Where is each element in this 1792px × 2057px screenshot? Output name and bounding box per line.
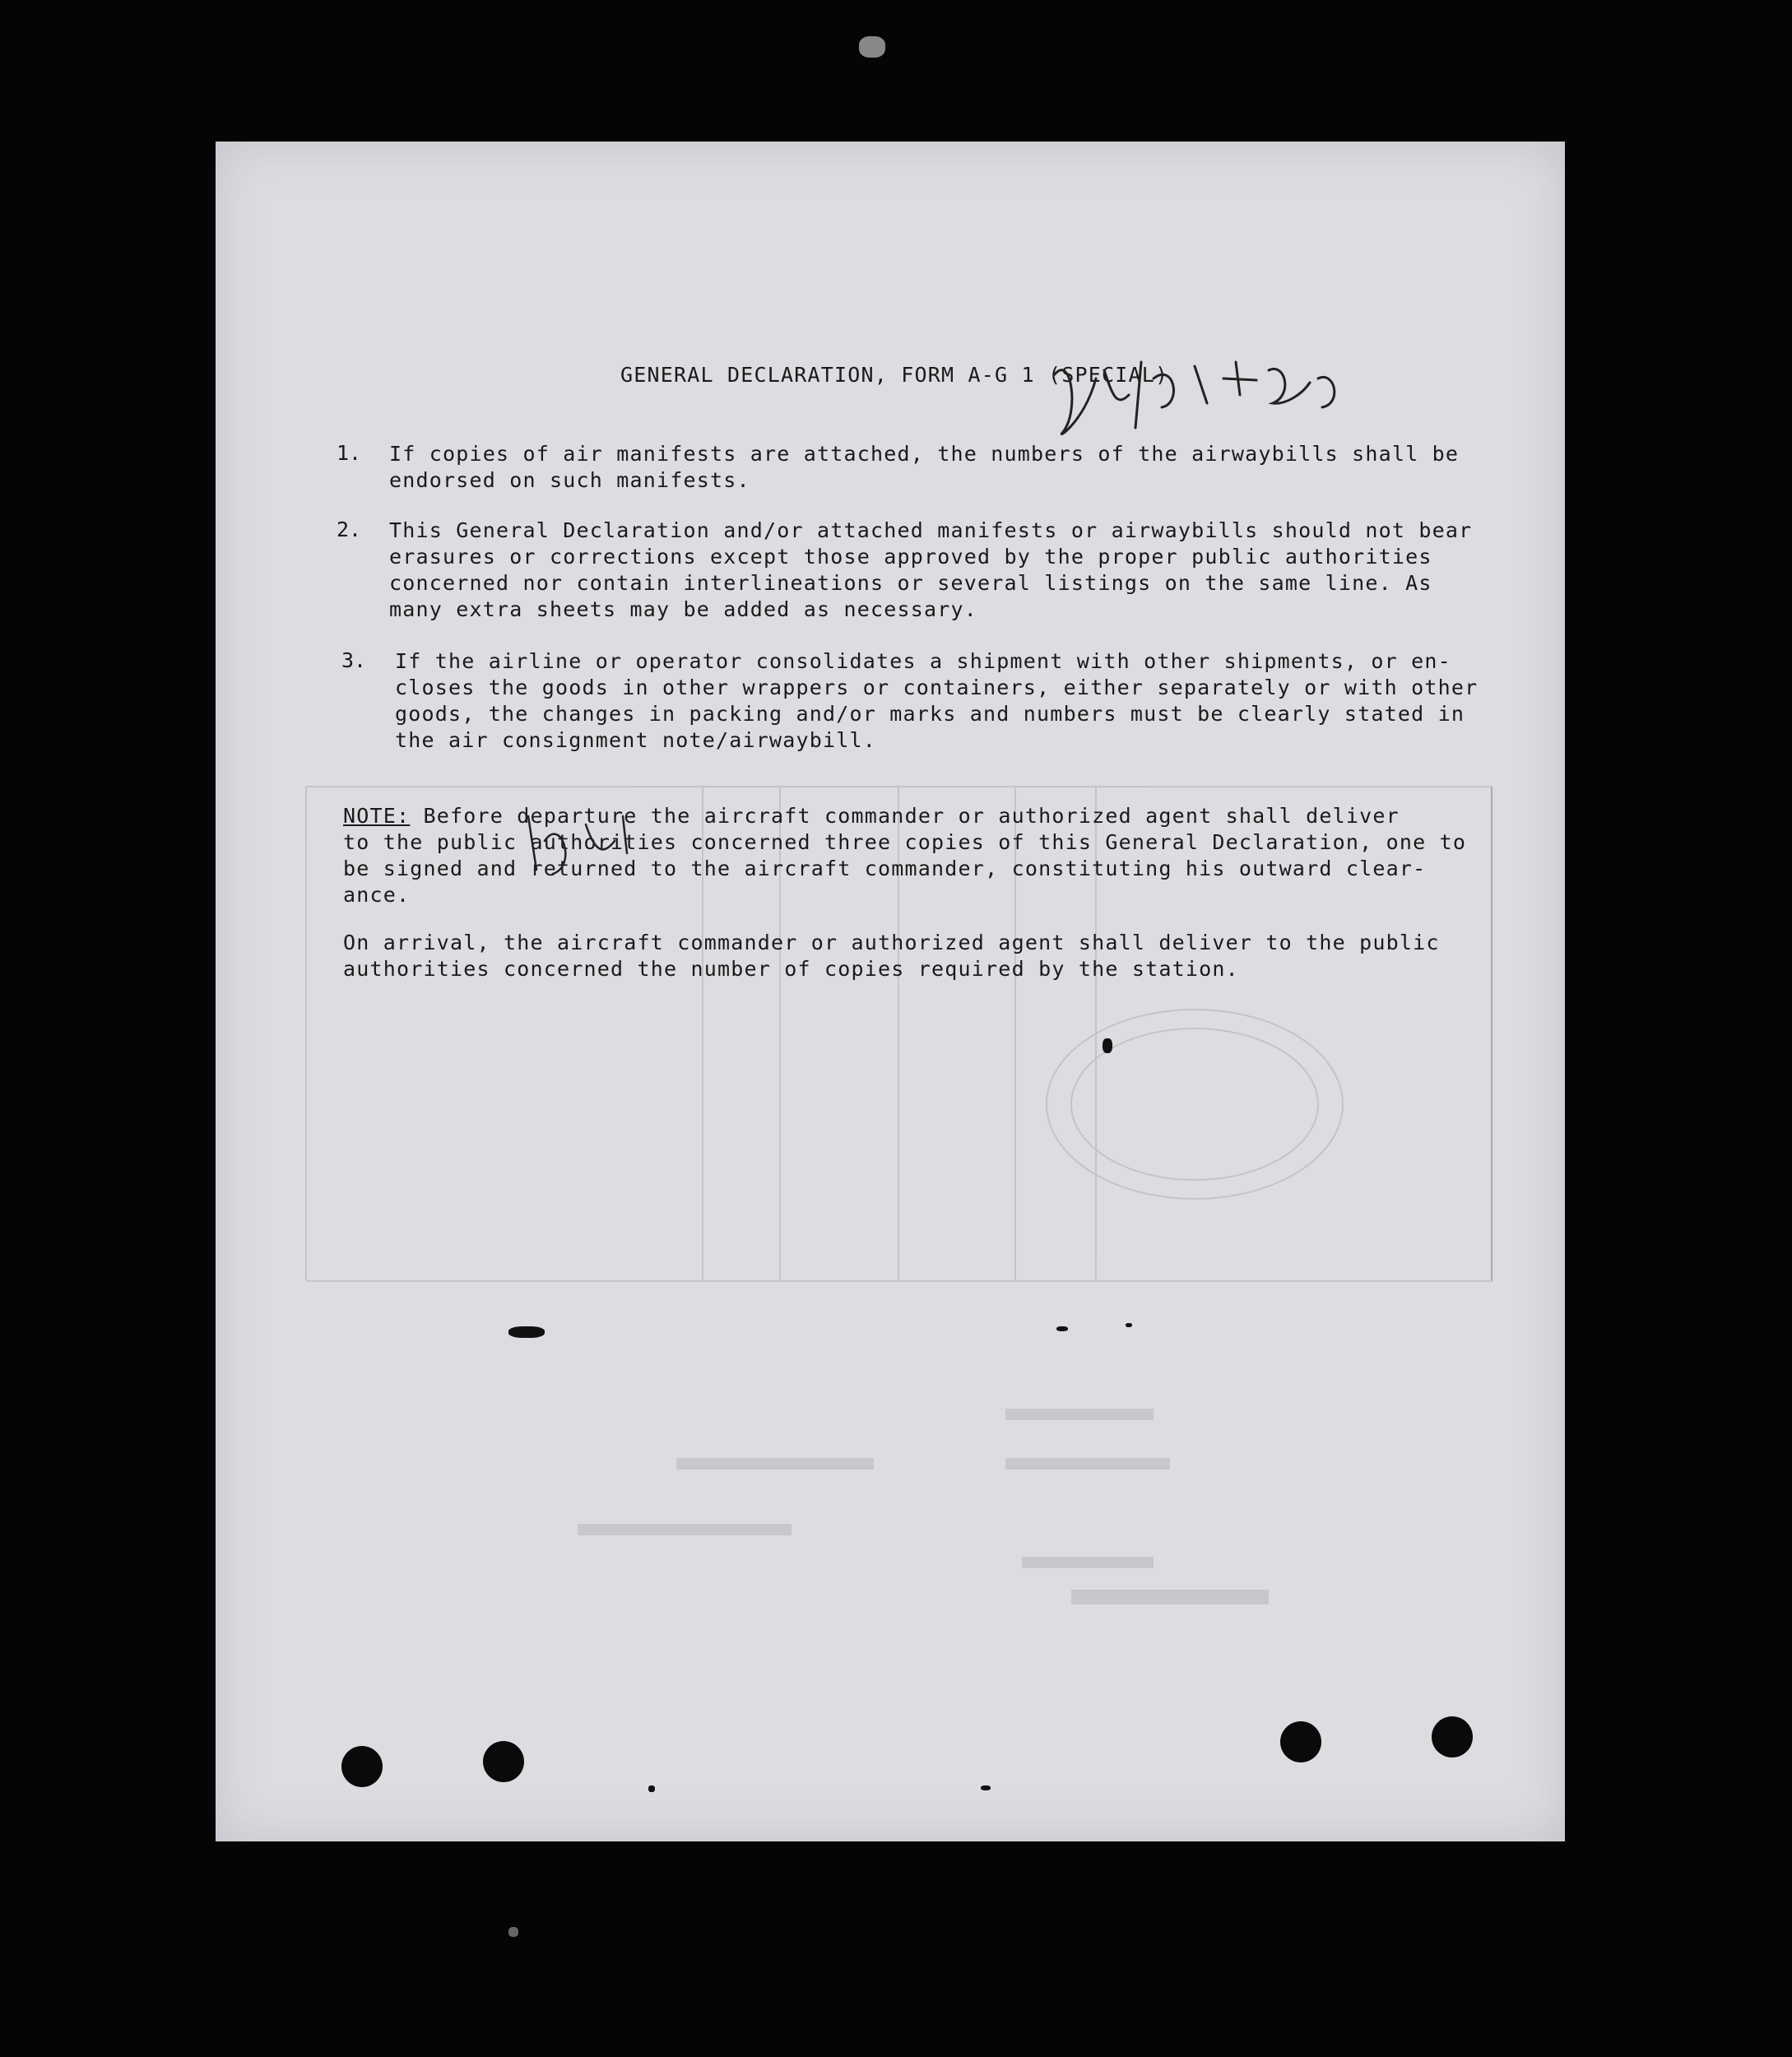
text-line: This General Declaration and/or attached manifests or airwaybills should not bear — [389, 518, 1473, 542]
handwritten-mark — [520, 800, 652, 890]
ink-speck — [1103, 1038, 1112, 1053]
item-3-text — [395, 648, 1478, 754]
text-line: to the public authorities concerned three copies of this General Declaration, one to — [343, 830, 1467, 854]
item-number: 3. — [341, 648, 367, 672]
handwritten-annotation — [1038, 346, 1367, 453]
note-section — [343, 803, 1466, 908]
note-label: NOTE: — [343, 804, 411, 828]
punch-hole — [341, 1746, 383, 1787]
item-1-text — [389, 441, 1459, 494]
ink-speck — [981, 1785, 991, 1790]
ink-speck — [1126, 1323, 1132, 1327]
note-first-line-text: Before departure the aircraft commander or authorized agent shall deliver — [410, 804, 1400, 828]
paper-sheet — [216, 142, 1565, 1841]
text-line: the air consignment note/airwaybill. — [395, 728, 877, 752]
text-line: many extra sheets may be added as necessary. — [389, 597, 978, 621]
note-first-line — [343, 803, 1466, 829]
item-number: 1. — [337, 441, 362, 465]
item-2-text — [389, 518, 1472, 623]
text-line: ance. — [343, 883, 411, 907]
item-number: 2. — [337, 518, 362, 541]
text-line: be signed and returned to the aircraft commander, constituting his outward clear- — [343, 857, 1427, 880]
text-line: endorsed on such manifests. — [389, 468, 750, 492]
text-line: If copies of air manifests are attached, the numbers of the airwaybills shall be — [389, 442, 1460, 466]
dust-speck — [859, 36, 885, 58]
dust-speck — [508, 1927, 518, 1937]
arrival-section — [343, 930, 1440, 982]
ink-speck — [508, 1326, 545, 1338]
text-line: authorities concerned the number of copies required by the station. — [343, 957, 1239, 981]
ink-speck — [1056, 1326, 1068, 1331]
punch-hole — [483, 1741, 524, 1782]
text-line: On arrival, the aircraft commander or authorized agent shall deliver to the public — [343, 931, 1440, 954]
text-line: erasures or corrections except those approved by the proper public authorities — [389, 545, 1432, 569]
text-line: goods, the changes in packing and/or marks and numbers must be clearly stated in — [395, 702, 1465, 726]
text-line: If the airline or operator consolidates a shipment with other shipments, or en- — [395, 649, 1451, 673]
text-line: concerned nor contain interlineations or several listings on the same line. As — [389, 571, 1432, 595]
punch-hole — [1280, 1721, 1321, 1762]
ink-speck — [648, 1785, 655, 1792]
text-line: closes the goods in other wrappers or containers, either separately or with other — [395, 676, 1479, 699]
document-title: GENERAL DECLARATION, FORM A-G 1 (SPECIAL) — [620, 363, 1169, 387]
punch-hole — [1432, 1716, 1473, 1758]
